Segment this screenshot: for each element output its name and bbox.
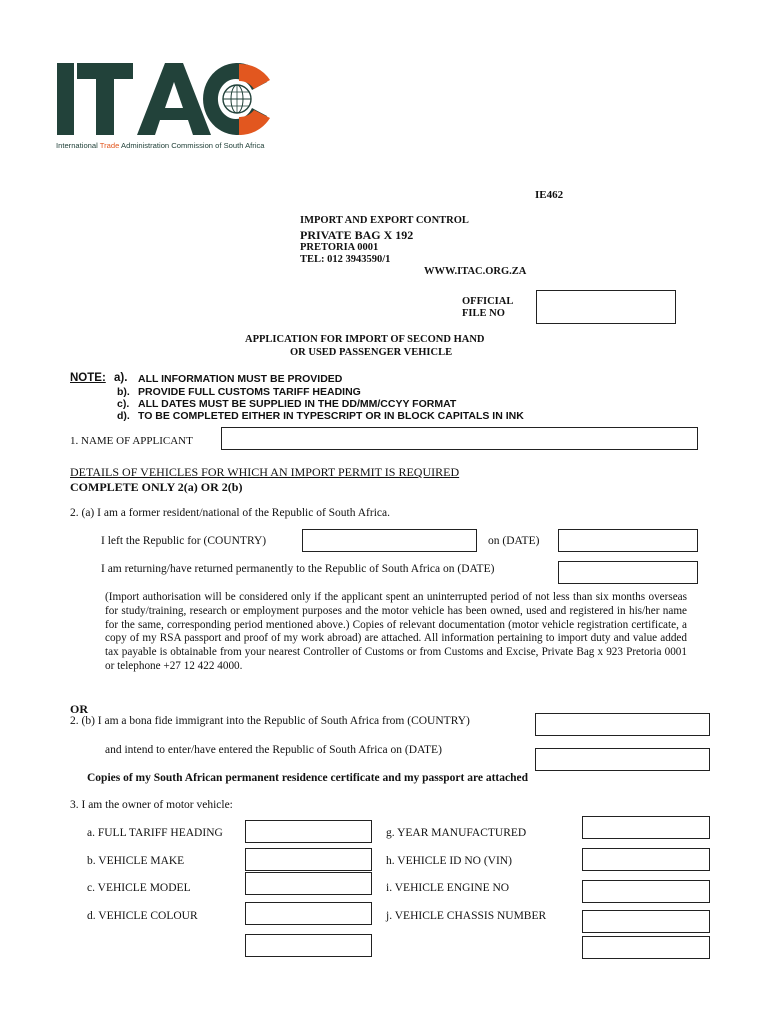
section-3-line: 3. I am the owner of motor vehicle: (70, 799, 233, 811)
vehicle-model-field[interactable] (245, 872, 372, 895)
header-line2: PRIVATE BAG X 192 (300, 228, 414, 242)
website: WWW.ITAC.ORG.ZA (424, 266, 527, 277)
details-heading: DETAILS OF VEHICLES FOR WHICH AN IMPORT PERMIT IS REQUIRED (70, 465, 460, 479)
section-2b-line: 2. (b) I am a bona fide immigrant into the Republic of South Africa from (COUNTRY) (70, 715, 470, 727)
vehicle-chassis-number-label: j. VEHICLE CHASSIS NUMBER (386, 910, 547, 922)
vehicle-engine-no-label: i. VEHICLE ENGINE NO (386, 882, 510, 894)
official-file-no-field[interactable] (536, 290, 676, 324)
year-manufactured-label: g. YEAR MANUFACTURED (386, 827, 527, 839)
official-label: OFFICIAL (462, 296, 514, 307)
vehicle-colour-field[interactable] (245, 902, 372, 925)
note-a-text: ALL INFORMATION MUST BE PROVIDED (138, 373, 343, 385)
left-republic-label: I left the Republic for (COUNTRY) (101, 535, 267, 547)
vehicle-colour-label: d. VEHICLE COLOUR (87, 910, 198, 922)
form-code: IE462 (535, 189, 564, 201)
immigrant-country-field[interactable] (535, 713, 710, 736)
extra-field-left[interactable] (245, 934, 372, 957)
logo-mark (55, 60, 275, 138)
vehicle-chassis-number-field[interactable] (582, 910, 710, 933)
globe-icon (223, 85, 251, 113)
year-manufactured-field[interactable] (582, 816, 710, 839)
header-line4: TEL: 012 3943590/1 (300, 254, 391, 265)
note-b-letter: b). (117, 386, 130, 398)
full-tariff-heading-label: a. FULL TARIFF HEADING (87, 827, 223, 839)
logo-tagline-highlight: Trade (99, 141, 120, 150)
vehicle-make-field[interactable] (245, 848, 372, 871)
returning-label: I am returning/have returned permanently to the Republic of South Africa on (DATE) (101, 563, 495, 575)
country-left-field[interactable] (302, 529, 477, 552)
header-line3: PRETORIA 0001 (300, 242, 379, 253)
import-authorisation-paragraph: (Import authorisation will be considered only if the applicant spent an uninterrupted period of not less than six months overseas for study/training, research or employment purposes and the motor vehicle has been owned, used and registered in his/her name for the same, corresponding period mentioned above.) Copies of relevant documentation (motor vehicle registration certificate, a copy of my RSA passport and proof of my work abroad) are attached. All information pertaining to import duty and value added tax payable is obtainable from your nearest Controller of Customs or from Customs and Excise, Private Bag x 923 Pretoria 0001 or telephone +27 12 422 4000. (105, 591, 687, 672)
intend-to-enter-label: and intend to enter/have entered the Republic of South Africa on (DATE) (105, 744, 442, 756)
name-of-applicant-field[interactable] (221, 427, 698, 450)
file-no-label: FILE NO (462, 308, 505, 319)
details-subheading: COMPLETE ONLY 2(a) OR 2(b) (70, 480, 243, 494)
logo-tagline: International Trade Administration Commission of South Africa (56, 141, 265, 150)
note-b-text: PROVIDE FULL CUSTOMS TARIFF HEADING (138, 386, 361, 398)
full-tariff-heading-field[interactable] (245, 820, 372, 843)
header-line1: IMPORT AND EXPORT CONTROL (300, 215, 469, 226)
note-d-text: TO BE COMPLETED EITHER IN TYPESCRIPT OR IN BLOCK CAPITALS IN INK (138, 410, 524, 422)
vehicle-engine-no-field[interactable] (582, 880, 710, 903)
note-label: NOTE: (70, 372, 106, 384)
vehicle-vin-label: h. VEHICLE ID NO (VIN) (386, 855, 512, 867)
extra-field-right[interactable] (582, 936, 710, 959)
vehicle-make-label: b. VEHICLE MAKE (87, 855, 185, 867)
or-label: OR (70, 702, 88, 716)
entry-date-field[interactable] (535, 748, 710, 771)
note-d-letter: d). (117, 410, 130, 422)
date-left-field[interactable] (558, 529, 698, 552)
form-title-line2: OR USED PASSENGER VEHICLE (290, 347, 453, 358)
name-of-applicant-label: 1. NAME OF APPLICANT (70, 435, 193, 447)
note-c-letter: c). (117, 398, 130, 410)
note-c-text: ALL DATES MUST BE SUPPLIED IN THE DD/MM/CCYY FORMAT (138, 398, 457, 410)
date-returned-field[interactable] (558, 561, 698, 584)
on-date-label: on (DATE) (488, 535, 540, 547)
note-a-letter: a). (114, 372, 128, 384)
form-title-line1: APPLICATION FOR IMPORT OF SECOND HAND (245, 334, 485, 345)
vehicle-vin-field[interactable] (582, 848, 710, 871)
section-2a-line: 2. (a) I am a former resident/national of the Republic of South Africa. (70, 507, 390, 519)
vehicle-model-label: c. VEHICLE MODEL (87, 882, 191, 894)
copies-attached-note: Copies of my South African permanent residence certificate and my passport are attached (87, 772, 528, 784)
